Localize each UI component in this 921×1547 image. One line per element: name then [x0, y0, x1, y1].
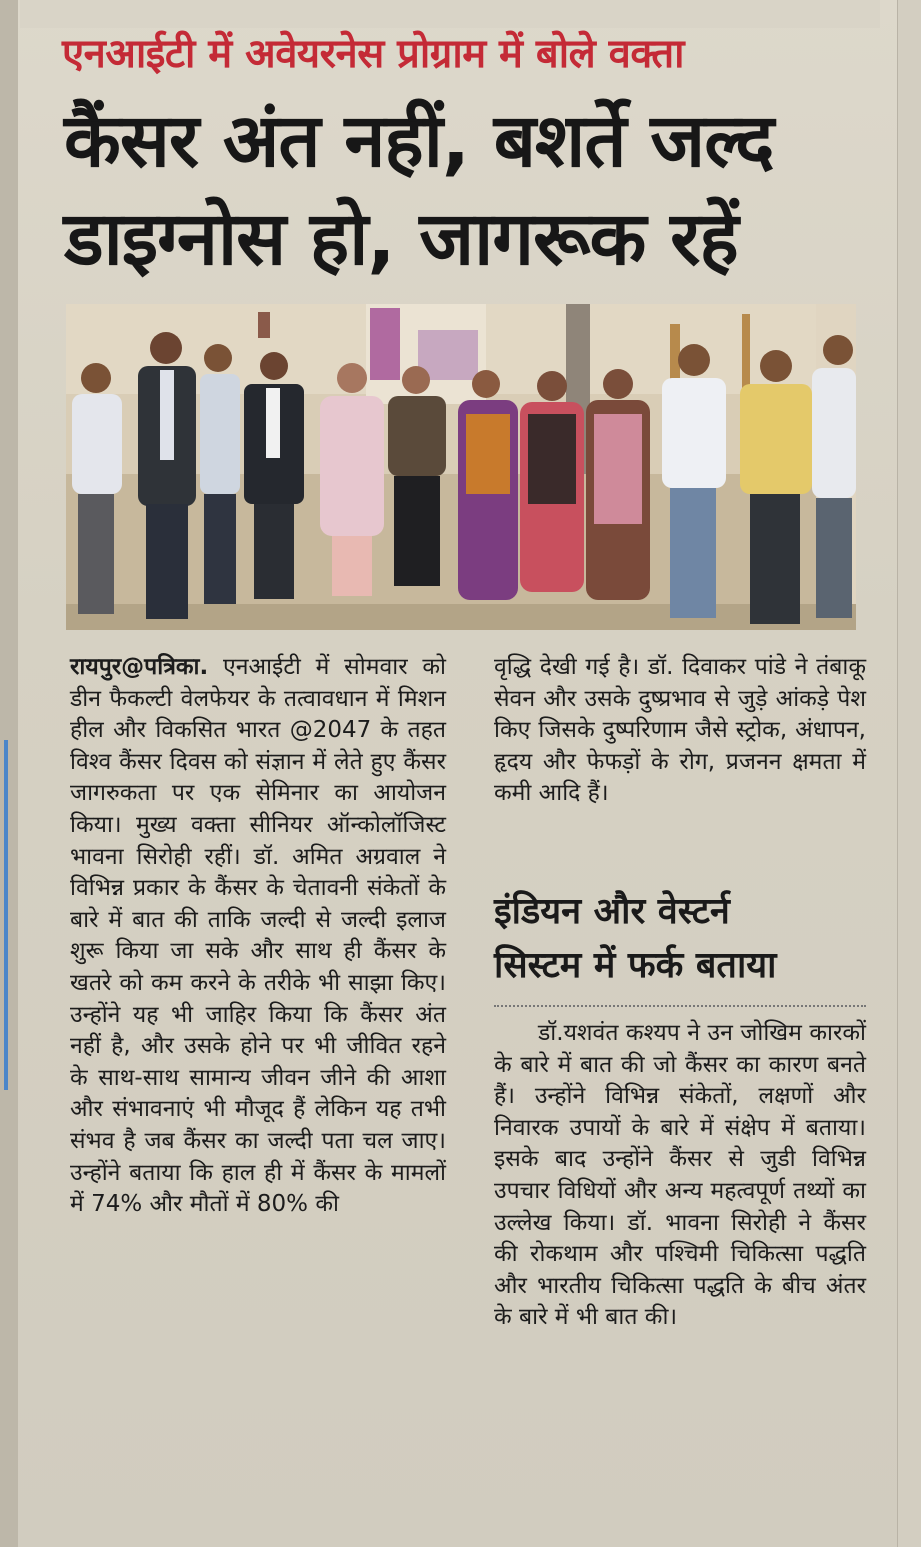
person-3	[200, 344, 240, 604]
article-body-right-column-top: वृद्धि देखी गई है। डॉ. दिवाकर पांडे ने तंबाकू सेवन और उसके दुष्प्रभाव से जुड़े आंकड़े पेश किए जिसके दुष्परिणाम जैसे स्ट्रोक, अंधापन, हृदय और फेफड़ों के रोग, प्रजनन क्षमता में कमी आदि हैं।	[494, 654, 866, 807]
article-body-right-column-bottom: डॉ.यशवंत कश्यप ने उन जोखिम कारकों के बारे में बात की जो कैंसर का कारण बनते हैं। उन्होंने विभिन्न संकेतों, लक्षणों और निवारक उपायों के बारे में संक्षेप में बताया। इसके बाद उन्होंने कैंसर से जुडी विभिन्न उपचार विधियों और अन्य महत्वपूर्ण तथ्यों का उल्लेख किया। डॉ. भावना सिरोही ने कैंसर की रोकथाम और पश्चिमी चिकित्सा पद्धति और भारतीय चिकित्सा पद्धति के बीच अंतर के बारे में भी बात की।	[494, 1020, 866, 1331]
person-12	[812, 335, 856, 618]
headline-line-2: डाइग्नोस हो, जागरूक रहें	[64, 196, 738, 282]
person-6	[388, 366, 446, 586]
article-body-left-text: एनआईटी में सोमवार को डीन फैकल्टी वेलफेयर के तत्वावधान में मिशन हील और विकसित भारत @2047 के तहत विश्व कैंसर दिवस को संज्ञान में लेते हुए कैंसर जागरुकता पर एक सेमिनार का आयोजन किया। मुख्य वक्ता सीनियर ऑन्कोलॉजिस्ट भावना सिरोही रहीं। डॉ. अमित अग्रवाल ने विभिन्न प्रकार के कैंसर के चेतावनी संकेतों के बारे में बात की ताकि जल्दी से जल्दी इलाज शुरू किया जा सके और साथ ही कैंसर के खतरे को कम करने के तरीके भी साझा किए। उन्होंने यह भी जाहिर किया कि कैंसर अंत नहीं है, और उसके होने पर भी जीवित रहने के साथ-साथ सामान्य जीवन जीने की आशा और संभावनाएं भी मौजूद हैं लेकिन यह तभी संभव है जब कैंसर का जल्दी पता चल जाए। उन्होंने बताया कि हाल ही में कैंसर के मामलों में 74% और मौतों में 80% की	[70, 654, 446, 1218]
person-7	[458, 370, 518, 600]
subheading-line-1: इंडियन और वेस्टर्न	[494, 891, 730, 932]
adjacent-page-edge-left	[0, 0, 18, 1547]
article-subheading	[494, 885, 866, 993]
subheading-line-2: सिस्टम में फर्क बताया	[494, 945, 777, 986]
article-dateline: रायपुर@पत्रिका.	[70, 654, 209, 680]
group-photo	[66, 304, 856, 630]
article-body-left-column	[70, 652, 446, 1221]
person-2	[138, 332, 196, 619]
article-headline	[64, 92, 864, 288]
decorative-blue-rule	[4, 740, 8, 1090]
adjacent-page-edge-right	[897, 0, 921, 1547]
person-8	[520, 371, 584, 592]
subheading-dotted-rule	[494, 1005, 866, 1007]
person-9	[586, 369, 650, 600]
previous-article-strip	[20, 0, 880, 28]
headline-line-1: कैंसर अंत नहीं, बशर्ते जल्द	[64, 98, 774, 184]
article-kicker: एनआईटी में अवेयरनेस प्रोग्राम में बोले वक्ता	[62, 31, 684, 77]
